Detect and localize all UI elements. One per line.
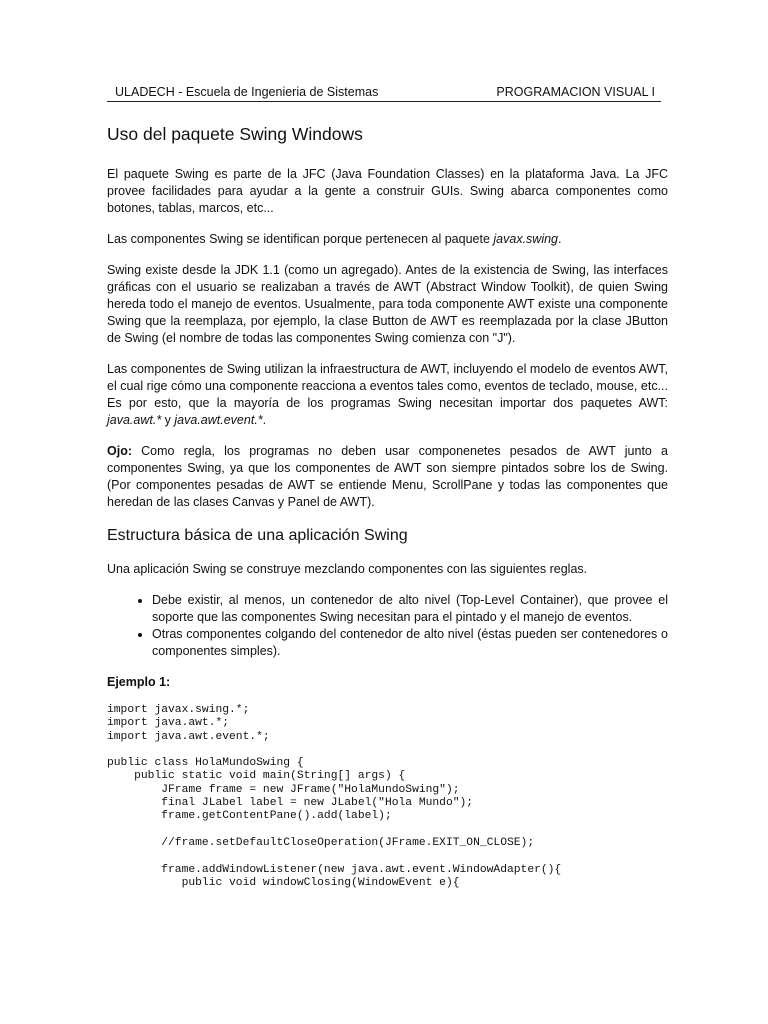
rules-list	[107, 592, 668, 660]
section-subtitle: Estructura básica de una aplicación Swing	[107, 527, 408, 544]
list-item: • Otras componentes colgando del contenedor de alto nivel (éstas pueden ser contenedores o componentes simples).	[152, 626, 668, 660]
package-end: .	[558, 232, 562, 246]
package-paragraph	[107, 231, 668, 248]
package-name: javax.swing	[493, 232, 559, 246]
package-text: Las componentes Swing se identifican porque pertenecen al paquete	[107, 232, 494, 246]
awt-and: y	[161, 413, 175, 427]
page-title: Uso del paquete Swing Windows	[107, 124, 363, 144]
awt-text: Las componentes de Swing utilizan la infraestructura de AWT, incluyendo el modelo de eventos AWT, el cual rige cómo una componente reacciona a eventos tales como, eventos de teclado, mouse, etc... Es por esto, que la mayoría de los programas Swing necesitan importar dos paquetes AWT:	[107, 362, 668, 410]
warning-text: Como regla, los programas no deben usar componenetes pesados de AWT junto a componentes Swing, ya que los componentes de AWT son siempre pintados sobre los de Swing. (Por componentes pesadas de AWT se entiende Menu, ScrollPane y todas las componentes que heredan de las clases Canvas y Panel de AWT).	[107, 444, 668, 509]
warning-paragraph	[107, 443, 668, 511]
awt-package-2: java.awt.event.*	[174, 413, 263, 427]
example-label: Ejemplo 1:	[107, 675, 171, 689]
warning-label: Ojo:	[107, 444, 132, 458]
page-header	[107, 84, 661, 102]
list-item: • Debe existir, al menos, un contenedor de alto nivel (Top-Level Container), que provee el soporte que las componentes Swing necesitan para el pintado y el manejo de eventos.	[152, 592, 668, 626]
document-body	[107, 122, 668, 890]
rules-intro: Una aplicación Swing se construye mezclando componentes con las siguientes reglas.	[107, 562, 588, 576]
intro-paragraph: El paquete Swing es parte de la JFC (Java Foundation Classes) en la plataforma Java. La JFC provee facilidades para ayudar a la gente a construir GUIs. Swing abarca componentes como botones, tablas, marcos, etc...	[107, 167, 668, 215]
header-institution: ULADECH - Escuela de Ingenieria de Sistemas	[115, 85, 379, 99]
awt-end: .	[262, 413, 267, 427]
code-block: import javax.swing.*; import java.awt.*; import java.awt.event.*; public class HolaMundoSwing { public static void main(String[] args) { JFrame frame = new JFrame("HolaMundoSwing"); final JLabel label = new JLabel("Hola Mundo"); frame.getContentPane().add(label); //frame.setDefaultCloseOperation(JFrame.EXIT_ON_CLOSE); frame.addWindowListener(new java.awt.event.WindowAdapter(){ public void windowClosing(WindowEvent e){	[107, 704, 562, 889]
history-paragraph: Swing existe desde la JDK 1.1 (como un agregado). Antes de la existencia de Swing, las interfaces gráficas con el usuario se realizaban a través de AWT (Abstract Window Toolkit), de quien Swing hereda todo el manejo de eventos. Usualmente, para toda componente AWT existe una componente Swing que la reemplaza, por ejemplo, la clase Button de AWT es reemplazada por la clase JButton de Swing (el nombre de todas las componentes Swing comienza con "J").	[107, 263, 668, 345]
awt-paragraph	[107, 361, 668, 429]
header-course: PROGRAMACION VISUAL I	[496, 85, 655, 99]
awt-package-1: java.awt.*	[107, 413, 162, 427]
